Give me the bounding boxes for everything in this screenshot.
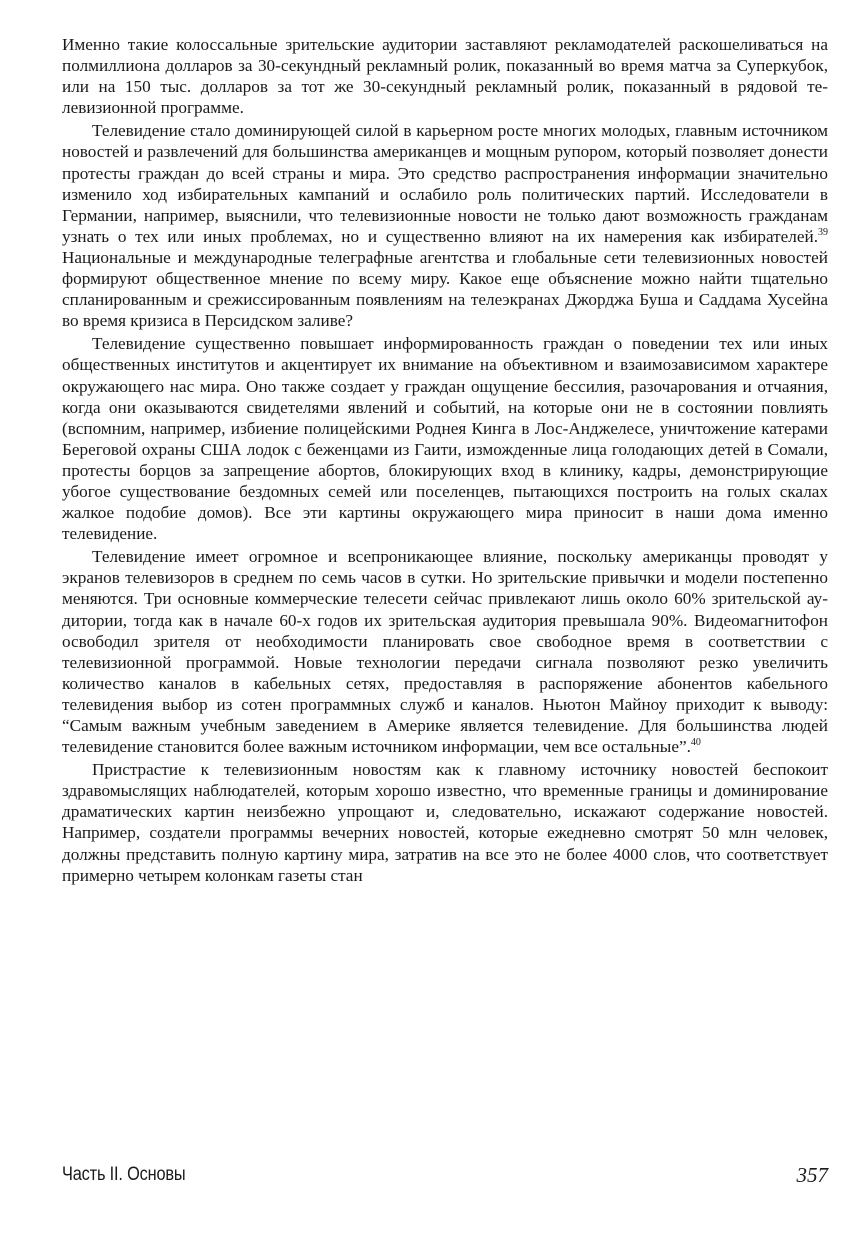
paragraph-4-text: Телевидение имеет огромное и всепроникающее влияние, поскольку американцы проводят у экранов телевизоров в среднем по семь часов в сутки. Но зрительские привычки и модели постепенно меняются. Три основные коммерческие телесети сейчас привлекают лишь около 60% зрительской аудитории, тогда как в начале 60-х годов их зрительская аудитория превышала 90%. Видеомагнитофон освободил зрителя от необходимости планировать свое свободное время в соответствии с телевизионной программой. Новые технологии передачи сигнала позволяют резко увеличить количество каналов в кабельных сетях, предоставляя в распоряжение абонентов кабельного телевидения выбор из сотен программных служб и каналов. Ньютон Майноу приходит к выводу: “Самым важным учебным заведением в Америке является телевидение. Для большинства людей телевидение становится более важным источником информации, чем все остальные”. — [62, 547, 828, 757]
page-body — [62, 34, 828, 886]
paragraph-2-tail: Национальные и международные телеграфные агентства и глобальные сети телевизионных новостей формируют общественное мнение по всему миру. Какое еще объяснение можно найти тщательно спланированным и срежиссированным появлениям на телеэкранах Джорджа Буша и Саддама Хусейна во время кризиса в Персидском заливе? — [62, 247, 828, 331]
paragraph-5 — [62, 759, 828, 886]
page-number: 357 — [796, 1163, 828, 1187]
paragraph-5-text: Пристрастие к телевизионным новостям как к главному источнику новостей беспокоит здравомыслящих наблюдателей, которым хорошо известно, что временные границы и доминирование драматических картин неизбежно упрощают и, следовательно, искажают содержание новостей. Например, создатели программы вечерних новостей, которые ежедневно смотрят 50 млн человек, должны представить полную картину мира, затратив на все это не более 4000 слов, что соответствует примерно четырем колонкам газеты стан — [62, 760, 828, 885]
paragraph-2 — [62, 120, 828, 331]
running-footer-section: Часть II. Основы — [62, 1164, 186, 1185]
footnote-ref-39[interactable]: 39 — [818, 226, 828, 238]
paragraph-1-text: Именно такие колоссальные зрительские аудитории заставляют рекламодателей раскошеливаться на полмиллиона долларов за 30-секундный рекламный ролик, показанный во время матча за Суперкубок, или на 150 тыс. долларов за тот же 30-секундный рекламный ролик, показанный в рядовой телевизионной программе. — [62, 35, 828, 118]
paragraph-3 — [62, 333, 828, 544]
footnote-ref-40[interactable]: 40 — [690, 737, 701, 749]
page-footer — [62, 1164, 828, 1190]
paragraph-1 — [62, 34, 828, 118]
paragraph-4 — [62, 546, 828, 757]
paragraph-3-text: Телевидение существенно повышает информированность граждан о поведении тех или иных общественных институтов и акцентирует их внимание на объективном и взаимозависимом характере окружающего нас мира. Оно также создает у граждан ощущение бессилия, разочарования и отчаяния, когда они оказываются свидетелями явлений и событий, на которые они не в состоянии повлиять (вспомним, например, избиение полицейскими Роднея Кинга в Лос-Анджелесе, уничтожение катерами Береговой охраны США лодок с беженцами из Гаити, изможденные лица голодающих детей в Сомали, протесты борцов за запрещение абортов, блокирующих вход в клинику, кадры, демонстрирующие убогое существование бездомных семей или поселенцев, пытающихся построить на голых скалах жалкое подобие домов). Все эти картины окружающего мира приносит в наши дома именно телевидение. — [62, 334, 828, 544]
paragraph-2-text: Телевидение стало доминирующей силой в карьерном росте многих молодых, главным источником новостей и развлечений для большинства американцев и мощным рупором, который позволяет донести протесты граждан до всей страны и мира. Это средство распространения информации значительно изменило ход избирательных кампаний и ослабило роль политических партий. Исследователи в Германии, например, выяснили, что телевизионные новости не только дают возможность гражданам узнать о тех или иных проблемах, но и существенно влияют на их намерения как избирателей. — [62, 121, 828, 246]
